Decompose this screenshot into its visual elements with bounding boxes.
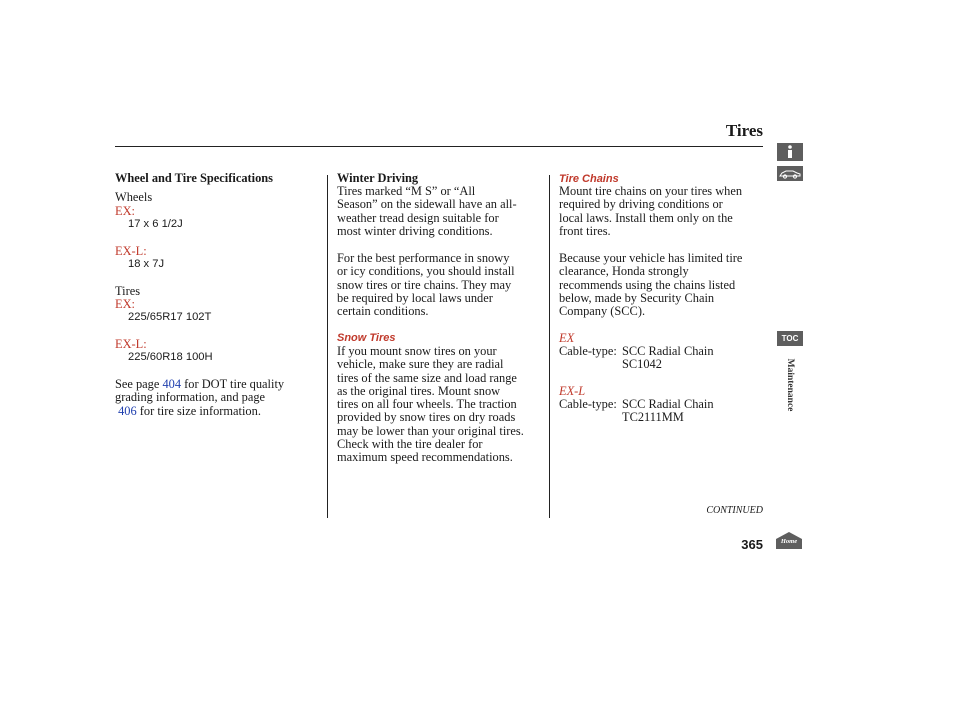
text-line: local laws. Install them only on the xyxy=(559,210,733,225)
text-line: snow tires or tire chains. They may xyxy=(337,277,512,292)
column-divider-2 xyxy=(549,175,550,518)
chains-exl-chain-model: TC2111MM xyxy=(622,410,684,424)
text-line: clearance, Honda strongly xyxy=(559,264,689,279)
chains-exl-cable-label: Cable-type: xyxy=(559,397,617,411)
text-line: provided by snow tires on dry roads xyxy=(337,410,516,425)
text-line: as the original tires. Mount snow xyxy=(337,383,501,398)
text-line: certain conditions. xyxy=(337,304,429,319)
text-line: Company (SCC). xyxy=(559,304,646,319)
text-line: may be lower than your original tires. xyxy=(337,423,524,438)
wheels-label: Wheels xyxy=(115,190,153,204)
info-glyph-icon xyxy=(785,145,795,159)
see-page-line-1 xyxy=(115,378,320,391)
section-label xyxy=(783,350,797,420)
see-page-line-2: grading information, and page xyxy=(115,390,266,405)
tires-exl-value: 225/60R18 100H xyxy=(128,351,213,363)
wheels-ex-value: 17 x 6 1/2J xyxy=(128,218,183,230)
tires-ex-value: 225/65R17 102T xyxy=(128,311,212,323)
tire-chains-heading: Tire Chains xyxy=(559,173,619,185)
header-rule xyxy=(115,146,763,147)
chains-exl-chain-name: SCC Radial Chain xyxy=(622,397,714,411)
text-line: vehicle, make sure they are radial xyxy=(337,357,504,372)
tires-label: Tires xyxy=(115,284,141,298)
text-line: tires on all four wheels. The traction xyxy=(337,397,517,412)
text-line: or icy conditions, you should install xyxy=(337,264,515,279)
text-line: Check with the tire dealer for xyxy=(337,437,483,452)
home-label: Home xyxy=(780,538,798,545)
chains-ex-chain-name: SCC Radial Chain xyxy=(622,344,714,358)
chains-exl-label: EX-L xyxy=(559,384,586,398)
continued-label: CONTINUED xyxy=(706,505,763,516)
text-line: most winter driving conditions. xyxy=(337,223,493,238)
section-label-text: Maintenance xyxy=(785,358,795,412)
tires-ex-label: EX: xyxy=(115,297,135,311)
see-page-paragraph xyxy=(115,378,320,418)
see-page-text-3: for tire size information. xyxy=(136,403,261,418)
text-line: Season” on the sidewall have an all- xyxy=(337,197,517,212)
text-line: required by driving conditions or xyxy=(559,197,723,212)
home-button[interactable] xyxy=(775,532,803,549)
see-page-line-3 xyxy=(115,405,320,418)
page-number: 365 xyxy=(741,537,763,552)
snow-tires-heading: Snow Tires xyxy=(337,332,396,344)
winter-paragraph-2 xyxy=(337,252,547,318)
chains-paragraph-1 xyxy=(559,185,769,238)
page-404-link[interactable]: 404 xyxy=(162,377,182,391)
text-line: be required by local laws under xyxy=(337,290,493,305)
wheels-ex-label: EX: xyxy=(115,204,135,218)
wheels-exl-label: EX-L: xyxy=(115,244,147,258)
see-page-text: See page xyxy=(115,377,163,391)
toc-button[interactable]: TOC xyxy=(777,331,803,346)
col2-heading: Winter Driving xyxy=(337,171,419,185)
text-line: For the best performance in snowy xyxy=(337,251,510,265)
see-page-text-2: for DOT tire quality xyxy=(181,377,285,391)
car-glyph-icon xyxy=(779,168,801,179)
winter-paragraph-1 xyxy=(337,185,547,238)
text-line: Mount tire chains on your tires when xyxy=(559,184,743,198)
page-406-link[interactable]: 406 xyxy=(118,403,137,418)
snow-tires-paragraph xyxy=(337,345,549,465)
wheels-exl-value: 18 x 7J xyxy=(128,258,165,270)
text-line: weather tread design suitable for xyxy=(337,210,499,225)
column-divider-1 xyxy=(327,175,328,518)
col1-heading: Wheel and Tire Specifications xyxy=(115,171,273,185)
text-line: recommends using the chains listed xyxy=(559,277,736,292)
chains-ex-label: EX xyxy=(559,331,575,345)
car-icon[interactable] xyxy=(777,166,803,181)
info-icon[interactable] xyxy=(777,143,803,161)
text-line: Tires marked “M S” or “All xyxy=(337,184,476,198)
text-line: maximum speed recommendations. xyxy=(337,450,513,465)
text-line: Because your vehicle has limited tire xyxy=(559,251,743,265)
text-line: tires of the same size and load range xyxy=(337,370,517,385)
text-line: front tires. xyxy=(559,223,611,238)
chains-ex-chain-model: SC1042 xyxy=(622,357,662,371)
text-line: If you mount snow tires on your xyxy=(337,344,497,358)
page-title: Tires xyxy=(725,121,763,140)
chains-ex-cable-label: Cable-type: xyxy=(559,344,617,358)
tires-exl-label: EX-L: xyxy=(115,337,147,351)
text-line: below, made by Security Chain xyxy=(559,290,715,305)
chains-paragraph-2 xyxy=(559,252,769,318)
